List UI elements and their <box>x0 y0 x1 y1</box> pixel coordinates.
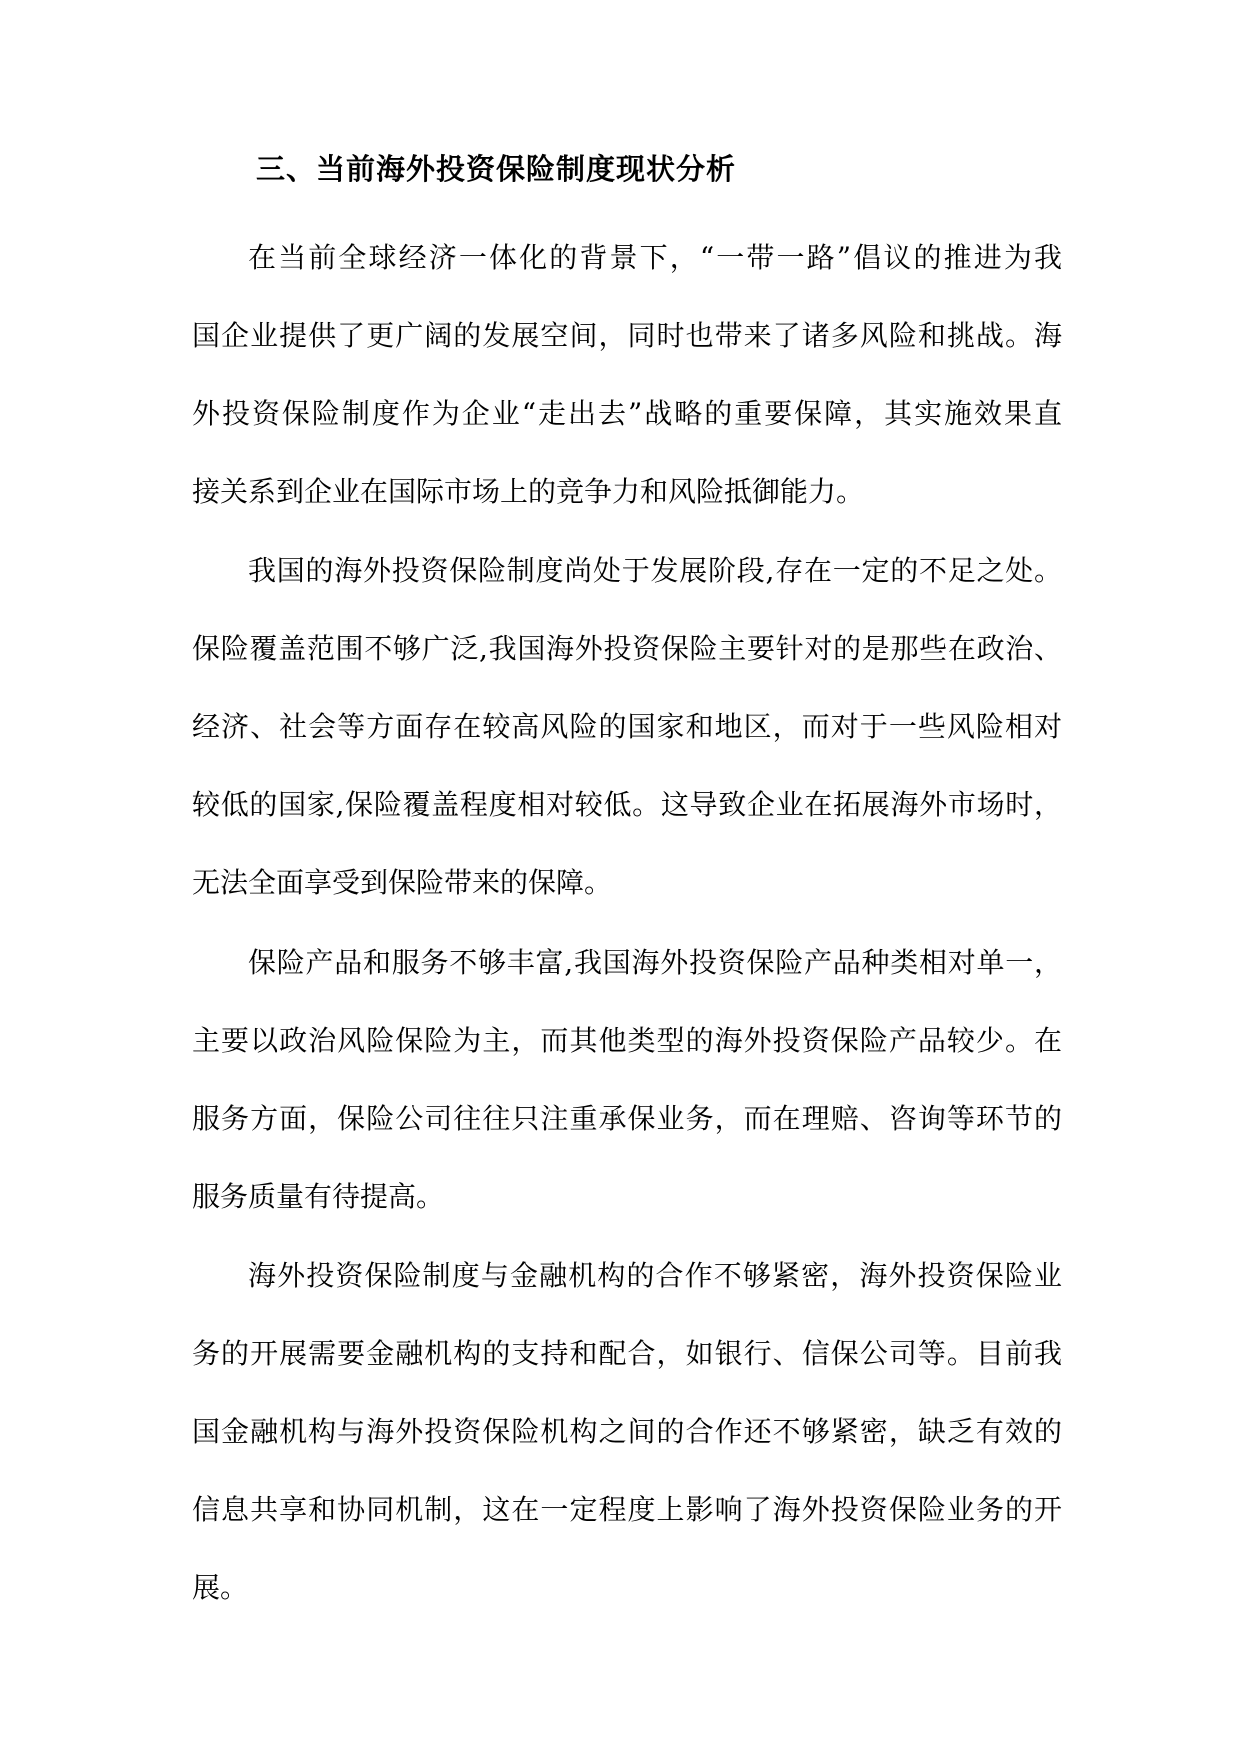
paragraph-line: 服务质量有待提高。 <box>192 1180 445 1213</box>
paragraph-1 <box>192 219 1062 531</box>
paragraph-line: 服务方面，保险公司往往只注重承保业务，而在理赔、咨询等环节的 <box>192 1102 1062 1135</box>
paragraph-2 <box>192 532 1062 922</box>
paragraph-line: 务的开展需要金融机构的支持和配合，如银行、信保公司等。目前我 <box>192 1337 1062 1370</box>
paragraph-line: 国金融机构与海外投资保险机构之间的合作还不够紧密，缺乏有效的 <box>192 1415 1062 1448</box>
paragraph-line: 接关系到企业在国际市场上的竞争力和风险抵御能力。 <box>192 475 865 508</box>
paragraph-4 <box>192 1237 1062 1627</box>
paragraph-line: 保险覆盖范围不够广泛,我国海外投资保险主要针对的是那些在政治、 <box>192 632 1062 665</box>
paragraph-line: 我国的海外投资保险制度尚处于发展阶段,存在一定的不足之处。 <box>248 554 1062 587</box>
paragraph-line: 较低的国家,保险覆盖程度相对较低。这导致企业在拓展海外市场时， <box>192 788 1062 821</box>
paragraph-line: 国企业提供了更广阔的发展空间，同时也带来了诸多风险和挑战。海 <box>192 319 1062 352</box>
paragraph-3 <box>192 924 1062 1236</box>
paragraph-line: 在当前全球经济一体化的背景下，“一带一路”倡议的推进为我 <box>248 241 1062 274</box>
paragraph-line: 展。 <box>192 1571 249 1604</box>
paragraph-line: 信息共享和协同机制，这在一定程度上影响了海外投资保险业务的开 <box>192 1493 1062 1526</box>
paragraph-line: 无法全面享受到保险带来的保障。 <box>192 866 613 899</box>
section-heading: 三、当前海外投资保险制度现状分析 <box>256 152 737 186</box>
paragraph-line: 海外投资保险制度与金融机构的合作不够紧密，海外投资保险业 <box>248 1259 1062 1292</box>
paragraph-line: 外投资保险制度作为企业“走出去”战略的重要保障，其实施效果直 <box>192 397 1062 430</box>
paragraph-line: 保险产品和服务不够丰富,我国海外投资保险产品种类相对单一， <box>248 946 1062 979</box>
paragraph-line: 主要以政治风险保险为主，而其他类型的海外投资保险产品较少。在 <box>192 1024 1062 1057</box>
paragraph-line: 经济、社会等方面存在较高风险的国家和地区，而对于一些风险相对 <box>192 710 1062 743</box>
